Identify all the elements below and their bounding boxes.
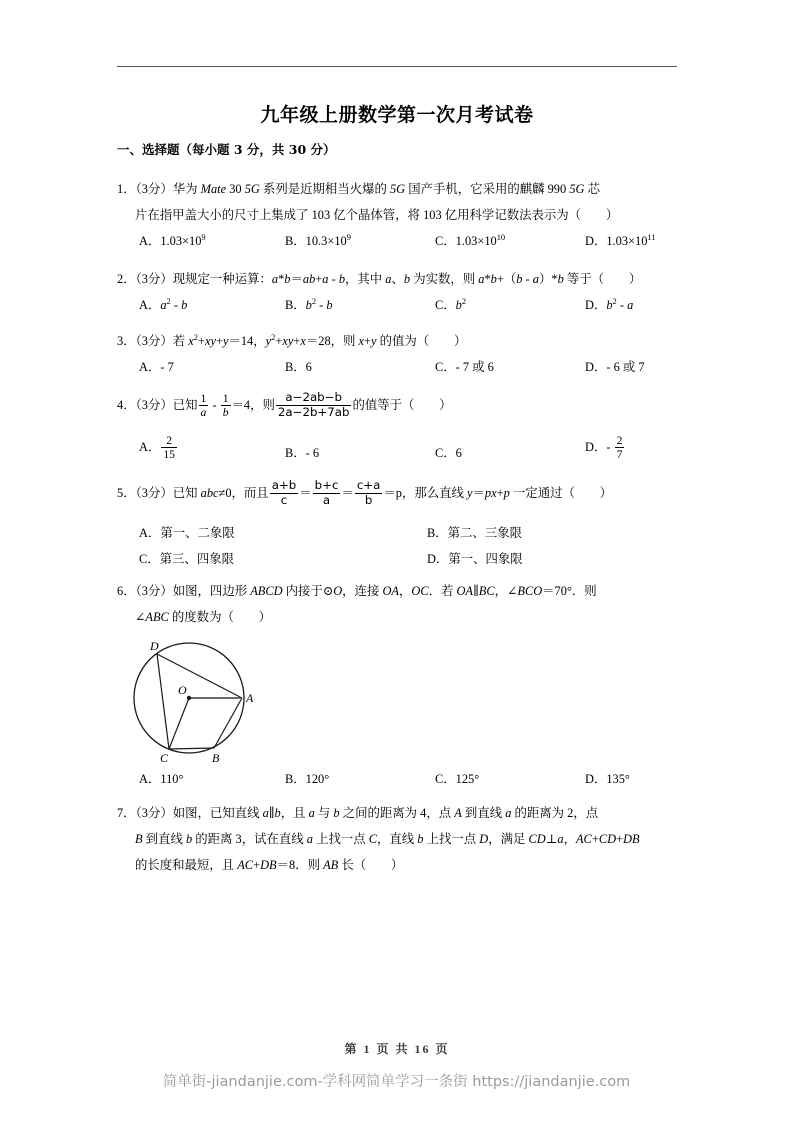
segment-OC xyxy=(169,698,189,749)
footer-watermark: 简单街-jiandanjie.com-学科网简单学习一条街 https://jiandanjie.com xyxy=(162,1074,631,1090)
label-C: C xyxy=(160,751,169,764)
option-1-a[interactable]: A．$1.03\times 10^9$ xyxy=(139,231,206,248)
question-7 xyxy=(117,800,679,878)
question-7-line-1: 7．（3分）如图，已知直线 a∥b，且 a 与 b 之间的距离为 4，点 A 到直线 a 的距离为 2，点 xyxy=(117,806,599,820)
question-4-options xyxy=(117,432,679,472)
option-2-b[interactable]: B．$b^2$ - b xyxy=(285,295,333,312)
question-7-line-2: B 到直线 b 的距离 3，试在直线 a 上找一点 C，直线 b 上找一点 D，满足 CD⊥a，AC+CD+DB xyxy=(135,832,640,846)
option-4-c[interactable]: C．6 xyxy=(435,446,462,460)
option-3-c[interactable]: C．- 7 或 6 xyxy=(435,360,494,374)
question-6-line-1: 6．（3分）如图，四边形 ABCD 内接于⊙O，连接 OA，OC．若 OA∥BC，∠BCO＝70°．则 xyxy=(117,584,597,598)
question-1-line-2: 片在指甲盖大小的尺寸上集成了 103 亿个晶体管，将 103 亿用科学记数法表示为（ ） xyxy=(135,208,619,222)
fraction-2-15: $\frac{2}{15}$ xyxy=(163,433,175,461)
option-6-d[interactable]: D．135° xyxy=(585,772,630,786)
fraction-2-7: $\frac{2}{7}$ xyxy=(616,433,623,461)
fraction-ab-c: $\frac{a+b}{c}$ xyxy=(271,478,297,507)
option-6-a[interactable]: A．110° xyxy=(139,772,184,786)
fraction-ca-b: $\frac{c+a}{b}$ xyxy=(356,478,381,507)
option-5-b[interactable]: B．第二、三象限 xyxy=(427,526,522,540)
question-6 xyxy=(117,578,679,630)
segment-DC xyxy=(157,654,169,749)
label-D: D xyxy=(150,639,159,653)
label-A: A xyxy=(246,691,254,705)
option-2-c[interactable]: C．$b^2$ xyxy=(435,295,467,312)
option-3-d[interactable]: D．- 6 或 7 xyxy=(585,360,645,374)
question-5 xyxy=(117,480,679,508)
question-3-line-1: 3．（3分）若 $x^2+xy+y=14$，$y^2+xy+x=28$，则 x+y 的值为（ ） xyxy=(117,331,467,348)
question-4-line-1: 4．（3分）已知 $\frac{1}{a}$ - $\frac{1}{b}$ ＝4，则 $\frac{a-2ab-b}{2a-2b+7ab}$ 的值等于（ ） xyxy=(117,390,452,419)
question-2 xyxy=(117,266,679,292)
figure-circle-inscribed-quadrilateral xyxy=(132,636,262,764)
question-1-line-1: 1．（3分）华为 Mate 30 5G 系列是近期相当火爆的 5G 国产手机，它采用的麒麟 990 5G 芯 xyxy=(117,182,600,196)
option-1-d[interactable]: D．$1.03\times 10^{11}$ xyxy=(585,231,656,248)
option-1-c[interactable]: C．$1.03\times 10^{10}$ xyxy=(435,231,506,248)
question-5-options xyxy=(117,520,679,572)
question-6-options xyxy=(117,766,679,792)
option-2-d[interactable]: D．$b^2$ - a xyxy=(585,295,634,312)
footer-page-indicator: 第 1 页 共 16 页 xyxy=(344,1042,450,1056)
question-1-options xyxy=(117,228,679,254)
circle-diagram-svg xyxy=(132,636,262,764)
question-4 xyxy=(117,392,679,420)
q4-numerator: a−2ab−b xyxy=(276,391,352,405)
option-1-b[interactable]: B．$10.3\times 10^9$ xyxy=(285,231,351,248)
option-6-c[interactable]: C．125° xyxy=(435,772,480,786)
question-3 xyxy=(117,328,679,354)
label-O: O xyxy=(178,683,187,697)
segment-CB xyxy=(169,748,214,749)
fraction-main-q4 xyxy=(276,391,352,418)
option-5-d[interactable]: D．第一、四象限 xyxy=(427,552,523,566)
option-3-a[interactable]: A．- 7 xyxy=(139,360,174,374)
option-6-b[interactable]: B．120° xyxy=(285,772,330,786)
header-rule xyxy=(117,66,677,67)
section-heading: 一、选择题（每小题 3 分，共 30 分） xyxy=(117,142,336,157)
option-5-a[interactable]: A．第一、二象限 xyxy=(139,526,235,540)
fraction-one-over-b: $\frac{1}{b}$ xyxy=(222,391,229,419)
page-title: 九年级上册数学第一次月考试卷 xyxy=(260,104,534,126)
center-point-O xyxy=(187,696,191,700)
option-5-c[interactable]: C．第三、四象限 xyxy=(139,552,234,566)
fraction-bc-a: $\frac{b+c}{a}$ xyxy=(314,478,339,507)
option-4-d[interactable]: D．- $\frac{2}{7}$ xyxy=(585,433,623,461)
question-6-line-2: ∠ABC 的度数为（ ） xyxy=(135,610,272,624)
question-2-line-1: 2．（3分）现规定一种运算：a*b＝ab+a - b，其中 a、b 为实数，则 a*b+（b - a）*b 等于（ ） xyxy=(117,272,642,286)
q4-denominator: 2a−2b+7ab xyxy=(277,404,350,419)
option-4-b[interactable]: B．- 6 xyxy=(285,446,320,460)
label-B: B xyxy=(212,751,220,764)
fraction-one-over-a: $\frac{1}{a}$ xyxy=(200,391,207,419)
question-5-line-1: 5．（3分）已知 abc≠0，而且 $\frac{a+b}{c}$ ＝ $\frac{b+c}{a}$ ＝ $\frac{c+a}{b}$ ＝p，那么直线 y＝px+p 一定通过（ ） xyxy=(117,478,613,507)
option-4-a[interactable]: A． $\frac{2}{15}$ xyxy=(139,433,175,461)
question-7-line-3: 的长度和最短，且 AC+DB＝8．则 AB 长（ ） xyxy=(135,858,404,872)
question-3-options xyxy=(117,354,679,380)
option-2-a[interactable]: A．$a^2$ - b xyxy=(139,295,188,312)
question-2-options xyxy=(117,292,679,318)
question-1 xyxy=(117,176,679,228)
option-3-b[interactable]: B．6 xyxy=(285,360,312,374)
